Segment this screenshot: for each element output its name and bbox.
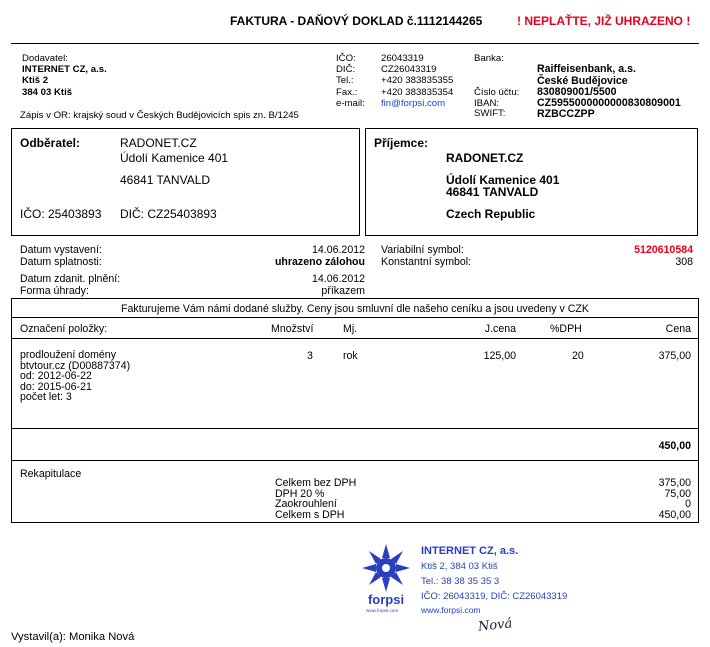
swift-label: SWIFT: — [474, 108, 506, 120]
payment-method: příkazem — [321, 285, 365, 297]
supplier-name: INTERNET CZ, a.s. — [22, 64, 107, 76]
recap-net-label: Celkem bez DPH — [275, 477, 357, 489]
signature: Nová — [477, 616, 513, 635]
bank-values — [537, 87, 681, 120]
date-values-1 — [220, 244, 365, 268]
recipient-country: Czech Republic — [446, 207, 536, 221]
col-header-price: Cena — [665, 323, 691, 335]
recipient-label: Příjemce: — [374, 136, 429, 150]
items-intro-divider — [11, 317, 699, 318]
recipient-street: Údolí Kamenice 401 — [446, 173, 560, 187]
due-label: Datum splatnosti: — [20, 256, 102, 268]
paid-notice: ! NEPLAŤTE, JIŽ UHRAZENO ! — [517, 14, 691, 28]
stamp-logo — [360, 540, 412, 618]
col-header-vat: %DPH — [550, 323, 582, 335]
customer-city: 46841 TANVALD — [120, 173, 211, 187]
item-qty: 3 — [307, 350, 313, 362]
recap-gross-value: 450,00 — [658, 508, 691, 521]
symbol-labels — [381, 244, 471, 268]
recipient-name: RADONET.CZ — [446, 151, 524, 165]
ico-label: IČO: — [336, 53, 356, 64]
recap-vat-value: 75,00 — [664, 487, 691, 500]
supplier-register: Zápis v OR: krajský soud v Českých Budějovicích spis zn. B/1245 — [20, 110, 299, 121]
bank-name: Raiffeisenbank, a.s. — [537, 63, 636, 75]
supplier-city: 384 03 Ktiš — [22, 86, 73, 98]
customer-street: Údolí Kamenice 401 — [120, 151, 229, 165]
recap-rounding-value: 0 — [685, 498, 691, 510]
tel-value: +420 383835355 — [381, 75, 454, 87]
customer-name: RADONET.CZ — [120, 136, 197, 150]
stamp-web: www.forpsi.com — [421, 605, 481, 615]
swift-value: RZBCCZPP — [537, 108, 595, 120]
date-values-2 — [220, 273, 365, 297]
symbol-values — [560, 244, 693, 268]
account-label: Číslo účtu: — [474, 87, 520, 98]
table-row — [20, 350, 130, 403]
item-domain: btvtour.cz (D00887374) — [20, 359, 131, 372]
stamp-phone: Tel.: 38 38 35 35 3 — [421, 576, 500, 587]
issued-date: 14.06.2012 — [311, 244, 365, 256]
items-total: 450,00 — [658, 440, 691, 452]
account-number: 830809001/5500 — [537, 86, 617, 98]
item-vat: 20 — [572, 350, 584, 362]
col-header-qty: Množství — [271, 323, 314, 335]
stamp-ids: IČO: 26043319, DIČ: CZ26043319 — [421, 591, 568, 602]
ico-value: 26043319 — [381, 53, 424, 64]
recap-labels — [275, 478, 356, 520]
bank-city: České Budějovice — [537, 75, 628, 87]
recipient-city: 46841 TANVALD — [446, 185, 539, 199]
taxable-date: 14.06.2012 — [311, 273, 365, 285]
id-labels — [336, 53, 365, 109]
variable-symbol-label: Variabilní symbol: — [381, 244, 464, 256]
supplier-block — [22, 53, 107, 98]
iban-value: CZ5955000000000830809001 — [537, 97, 681, 109]
fax-value: +420 383835354 — [381, 86, 454, 98]
tel-label: Tel.: — [336, 75, 354, 87]
stamp-brand: forpsi — [367, 592, 405, 607]
constant-symbol: 308 — [675, 256, 693, 268]
item-years: počet let: 3 — [20, 391, 72, 403]
items-intro: Fakturujeme Vám námi dodané služby. Ceny jsou smluvní dle našeho ceníku a jsou uvedeny v CZK — [121, 303, 589, 315]
id-values — [381, 53, 453, 109]
col-header-name: Označení položky: — [20, 323, 108, 335]
stamp-company: INTERNET CZ, a.s. — [421, 545, 519, 557]
date-labels-2 — [20, 273, 120, 297]
iban-label: IBAN: — [474, 97, 500, 109]
col-header-unit: Mj. — [343, 323, 358, 335]
item-description: prodloužení domény — [20, 349, 116, 361]
bank-label: Banka: — [474, 53, 504, 64]
due-date: uhrazeno zálohou — [274, 256, 365, 268]
variable-symbol: 5120610584 — [634, 244, 693, 256]
recap-gross-label: Celkem s DPH — [275, 508, 345, 521]
email-link[interactable]: fin@forpsi.com — [381, 97, 446, 109]
customer-dic: DIČ: CZ25403893 — [120, 207, 217, 221]
invoice-title: FAKTURA - DAŇOVÝ DOKLAD č.1112144265 — [230, 14, 483, 28]
item-to: do: 2015-06-21 — [20, 380, 92, 393]
dic-label: DIČ: — [336, 64, 356, 76]
recap-label: Rekapitulace — [20, 468, 82, 480]
header-divider — [11, 43, 699, 44]
bank-labels — [474, 88, 519, 120]
items-total-bottom-divider — [11, 460, 699, 461]
supplier-street: Ktiš 2 — [22, 75, 49, 87]
items-total-top-divider — [11, 428, 699, 429]
recap-vat-label: DPH 20 % — [275, 487, 325, 500]
email-label: e-mail: — [336, 97, 365, 109]
fax-label: Fax.: — [336, 86, 358, 98]
taxable-label: Datum zdanit. plnění: — [20, 273, 121, 285]
issued-label: Datum vystavení: — [20, 244, 102, 256]
item-unit: rok — [343, 350, 358, 362]
items-header-divider — [11, 338, 699, 339]
supplier-label: Dodavatel: — [22, 53, 68, 64]
item-unit-price: 125,00 — [483, 350, 516, 362]
customer-label: Odběratel: — [20, 136, 81, 150]
dic-value: CZ26043319 — [381, 64, 437, 76]
col-header-unit-price: J.cena — [484, 323, 516, 335]
item-from: od: 2012-06-22 — [20, 370, 92, 382]
issued-by: Vystavil(a): Monika Nová — [11, 631, 135, 643]
customer-ico: IČO: 25403893 — [20, 207, 102, 221]
stamp-brand-web: www.forpsi.com — [366, 608, 399, 613]
stamp-address: Ktiš 2, 384 03 Ktiš — [421, 561, 498, 572]
bank-name-block — [537, 63, 636, 87]
item-price: 375,00 — [658, 350, 691, 362]
constant-symbol-label: Konstantní symbol: — [381, 256, 472, 268]
date-labels-1 — [20, 244, 102, 268]
recap-values — [600, 478, 691, 520]
payment-label: Forma úhrady: — [20, 285, 89, 297]
recap-net-value: 375,00 — [658, 477, 691, 489]
recap-rounding-label: Zaokrouhlení — [275, 498, 337, 510]
